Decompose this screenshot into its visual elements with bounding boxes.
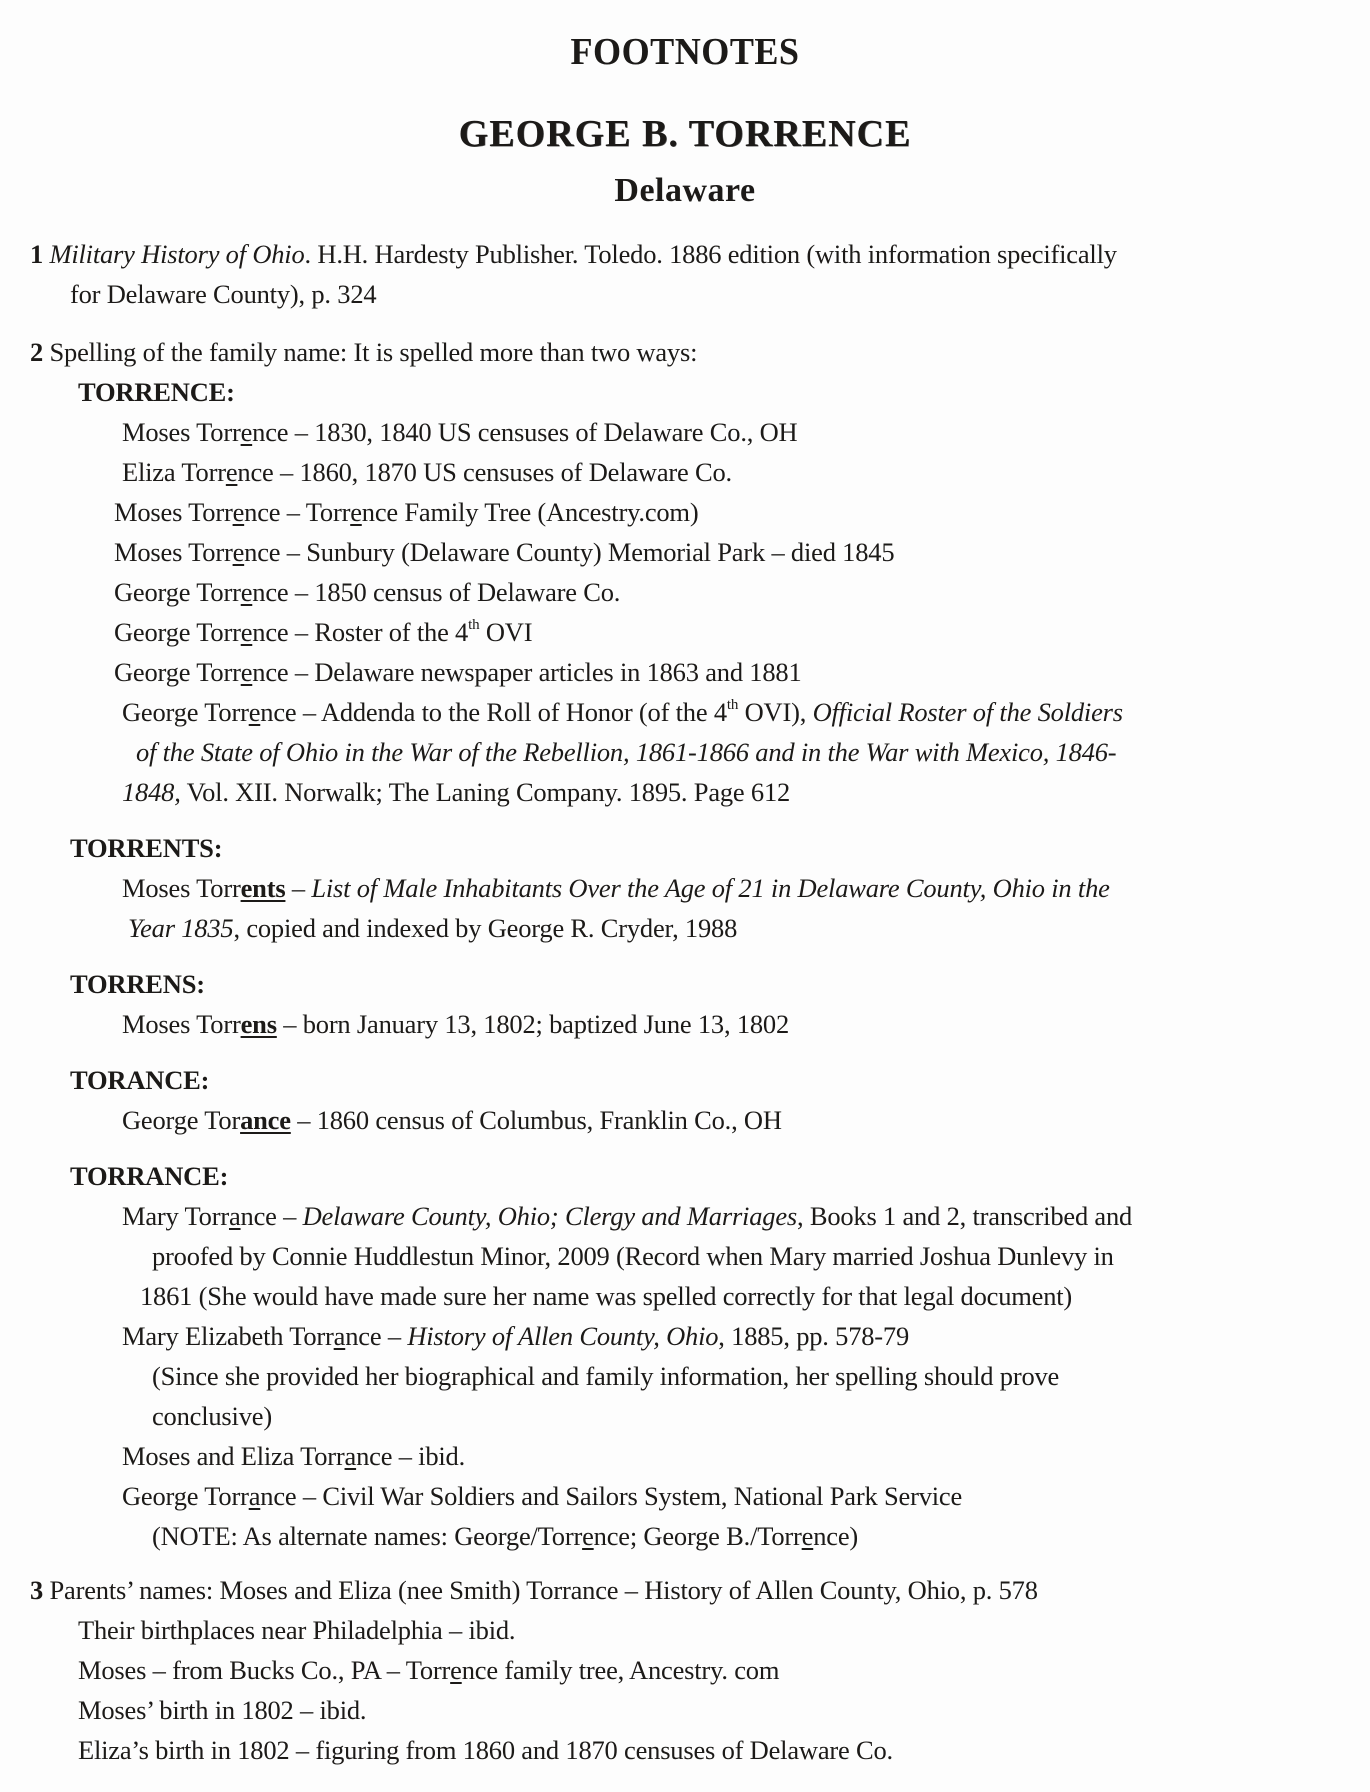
text-segment: nce – Addenda to the Roll of Honor (of the 4: [260, 697, 727, 727]
text-segment: Eliza’s birth in 1802 – figuring from 1860 and 1870 censuses of Delaware Co.: [78, 1735, 893, 1765]
text-segment: Vol. XII. Norwalk; The Laning Company. 1895. Page 612: [180, 777, 791, 807]
underlined-spelling: e: [248, 697, 261, 727]
text-segment: conclusive): [152, 1401, 272, 1431]
underlined-spelling: e: [225, 457, 238, 487]
text-segment: nce): [813, 1521, 859, 1551]
underlined-spelling: e: [232, 537, 245, 567]
italic-citation: Year 1835: [128, 913, 234, 943]
footnote-line: [78, 1694, 366, 1726]
page-title: FOOTNOTES: [570, 31, 800, 73]
text-segment: Moses Torr: [122, 1009, 241, 1039]
text-segment: nce; George B./Torr: [593, 1521, 802, 1551]
underlined-spelling: a: [333, 1321, 346, 1351]
text-segment: George Torr: [114, 657, 241, 687]
italic-citation: Delaware County, Ohio; Clergy and Marriages: [302, 1201, 797, 1231]
text-segment: Moses Torr: [114, 537, 233, 567]
spelling-variant-heading: [70, 1160, 228, 1192]
text-segment: – 1860 census of Columbus, Franklin Co., OH: [290, 1105, 782, 1135]
ordinal-suffix: th: [726, 697, 739, 713]
underlined-spelling: e: [801, 1521, 814, 1551]
ordinal-suffix: th: [468, 617, 480, 633]
text-segment: nce – 1830, 1840 US censuses of Delaware Co., OH: [252, 417, 798, 447]
text-segment: Spelling of the family name: It is spelled more than two ways:: [49, 337, 698, 367]
footnote-line: [140, 1280, 1072, 1312]
footnote-line: [114, 656, 802, 688]
text-segment: nce – ibid.: [356, 1441, 466, 1471]
footnote-line: [114, 536, 894, 568]
text-segment: Parents’ names: Moses and Eliza (nee Smith) Torrance – History of Allen County, Ohio, p. 578: [49, 1575, 1038, 1605]
text-segment: nce Family Tree (Ancestry.com): [361, 497, 699, 527]
italic-citation: Official Roster of the Soldiers: [812, 697, 1123, 727]
text-segment: nce – Roster of the 4: [252, 617, 469, 647]
text-segment: Mary Elizabeth Torr: [122, 1321, 334, 1351]
spelling-variant-heading: [70, 1064, 209, 1096]
underlined-spelling: a: [228, 1201, 241, 1231]
footnote-line: [128, 912, 737, 944]
underlined-spelling: e: [240, 417, 253, 447]
text-segment: George Torr: [114, 617, 241, 647]
text-segment: Their birthplaces near Philadelphia – ibid.: [78, 1615, 516, 1645]
text-segment: nce – Sunbury (Delaware County) Memorial Park – died 1845: [244, 537, 895, 567]
text-segment: – born January 13, 1802; baptized June 13, 1802: [276, 1009, 790, 1039]
text-segment: nce – Delaware newspaper articles in 1863 and 1881: [252, 657, 802, 687]
underlined-spelling: e: [450, 1655, 462, 1685]
footnote-line: [122, 1480, 962, 1512]
underlined-spelling: e: [582, 1521, 594, 1551]
footnote-line: [78, 1614, 515, 1646]
text-segment: TORANCE:: [70, 1065, 210, 1095]
footnote-line: [122, 1440, 465, 1472]
underlined-spelling: e: [240, 617, 253, 647]
underlined-spelling: e: [240, 577, 253, 607]
italic-citation: 1848,: [122, 777, 181, 807]
footnote-line: [152, 1360, 1059, 1392]
footnote-line: [122, 1008, 789, 1040]
underlined-spelling: a: [248, 1481, 261, 1511]
footnote-line: [30, 238, 1117, 270]
underlined-spelling: ance: [240, 1105, 291, 1135]
text-segment: (NOTE: As alternate names: George/Torr: [152, 1521, 583, 1551]
footnote-line: [152, 1520, 858, 1552]
text-segment: proofed by Connie Huddlestun Minor, 2009 (Record when Mary married Joshua Dunlevy in: [152, 1241, 1114, 1271]
text-segment: nce – Civil War Soldiers and Sailors System, National Park Service: [260, 1481, 963, 1511]
footnote-line: [114, 576, 620, 608]
underlined-spelling: ens: [240, 1009, 277, 1039]
text-segment: for Delaware County), p. 324: [70, 279, 377, 309]
underlined-spelling: e: [232, 497, 245, 527]
spelling-variant-heading: [70, 968, 205, 1000]
underlined-spelling: e: [350, 497, 362, 527]
text-segment: nce – Torr: [244, 497, 351, 527]
footnote-line: [122, 416, 797, 448]
italic-citation: History of Allen County, Ohio: [407, 1321, 719, 1351]
footnote-number: 2: [30, 337, 50, 367]
text-segment: . H.H. Hardesty Publisher. Toledo. 1886 edition (with information specifically: [304, 239, 1117, 269]
footnote-number: 1: [30, 239, 50, 269]
footnote-line: [136, 736, 1116, 768]
footnote-line: [122, 776, 790, 808]
underlined-spelling: e: [240, 657, 253, 687]
text-segment: (Since she provided her biographical and family information, her spelling should prove: [152, 1361, 1060, 1391]
footnote-line: [122, 872, 1110, 904]
text-segment: TORRENTS:: [70, 833, 223, 863]
footnote-line: [152, 1240, 1114, 1272]
text-segment: nce family tree, Ancestry. com: [461, 1655, 780, 1685]
footnote-line: [30, 336, 697, 368]
text-segment: George Torr: [122, 1481, 249, 1511]
text-segment: Mary Torr: [122, 1201, 229, 1231]
footnote-line: [122, 696, 1123, 728]
italic-citation: Military History of Ohio: [49, 239, 305, 269]
text-segment: TORRANCE:: [70, 1161, 229, 1191]
footnote-line: [122, 1104, 782, 1136]
text-segment: OVI: [479, 617, 533, 647]
text-segment: George Torr: [122, 697, 249, 727]
text-segment: nce – 1850 census of Delaware Co.: [252, 577, 621, 607]
text-segment: Moses’ birth in 1802 – ibid.: [78, 1695, 367, 1725]
text-segment: 1861 (She would have made sure her name was spelled correctly for that legal document): [140, 1281, 1073, 1311]
text-segment: Eliza Torr: [122, 457, 226, 487]
footnote-line: [70, 278, 376, 310]
footnote-line: [114, 616, 532, 648]
text-segment: OVI),: [738, 697, 813, 727]
footnote-line: [114, 496, 698, 528]
text-segment: nce –: [345, 1321, 408, 1351]
text-segment: nce – 1860, 1870 US censuses of Delaware Co.: [237, 457, 732, 487]
footnote-line: [152, 1400, 272, 1432]
location-heading: Delaware: [614, 172, 756, 209]
text-segment: George Tor: [122, 1105, 241, 1135]
footnote-line: [122, 1200, 1132, 1232]
footnote-line: [30, 1574, 1038, 1606]
text-segment: , Books 1 and 2, transcribed and: [797, 1201, 1133, 1231]
text-segment: Moses Torr: [122, 873, 241, 903]
text-segment: Moses Torr: [122, 417, 241, 447]
subject-heading: GEORGE B. TORRENCE: [458, 113, 912, 155]
spelling-variant-heading: [70, 832, 222, 864]
italic-citation: List of Male Inhabitants Over the Age of 21 in Delaware County, Ohio in the: [311, 873, 1110, 903]
text-segment: TORRENCE:: [78, 377, 235, 407]
text-segment: , copied and indexed by George R. Cryder, 1988: [233, 913, 738, 943]
footnote-line: [78, 1734, 893, 1766]
footnote-number: 3: [30, 1575, 50, 1605]
text-segment: Moses Torr: [114, 497, 233, 527]
footnote-line: [122, 456, 732, 488]
text-segment: George Torr: [114, 577, 241, 607]
text-segment: , 1885, pp. 578-79: [718, 1321, 910, 1351]
underlined-spelling: a: [344, 1441, 357, 1471]
footnote-line: [78, 1654, 779, 1686]
text-segment: nce –: [240, 1201, 303, 1231]
text-segment: TORRENS:: [70, 969, 205, 999]
footnote-line: [122, 1320, 909, 1352]
text-segment: Moses – from Bucks Co., PA – Torr: [78, 1655, 451, 1685]
italic-citation: of the State of Ohio in the War of the Rebellion, 1861-1866 and in the War with Mexico, 1846-: [136, 737, 1117, 767]
text-segment: Moses and Eliza Torr: [122, 1441, 345, 1471]
underlined-spelling: ents: [240, 873, 286, 903]
text-segment: –: [285, 873, 312, 903]
spelling-variant-heading: [78, 376, 235, 408]
